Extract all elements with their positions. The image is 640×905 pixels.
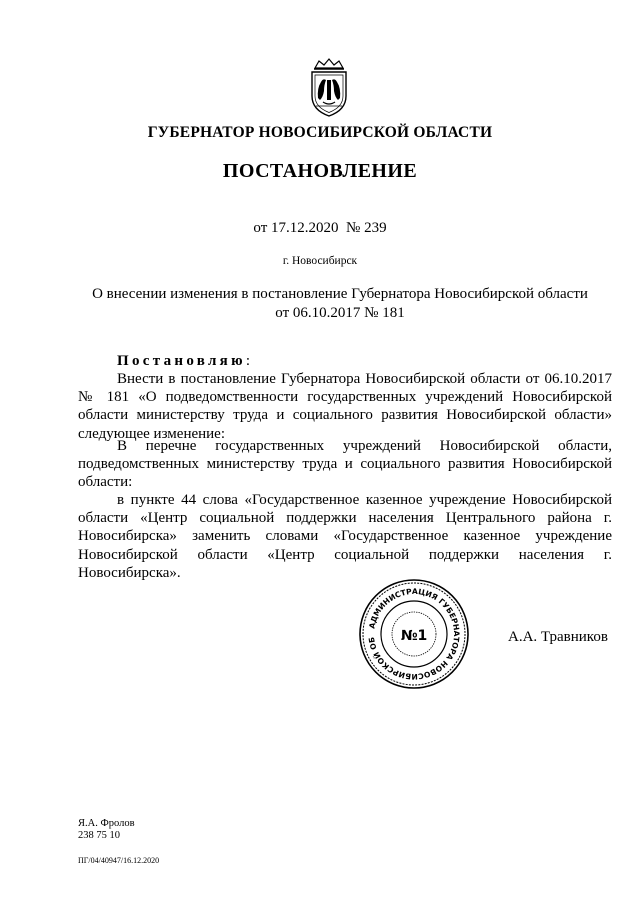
body-paragraph-2-text: В перечне государственных учреждений Новосибирской области, подведомственных министерству труда и социального развития Новосибирской области:	[78, 438, 612, 491]
official-seal-stamp	[358, 578, 470, 690]
subject-line-2: от 06.10.2017 № 181	[275, 305, 405, 321]
registration-code: ПГ/04/40947/16.12.2020	[78, 856, 160, 865]
official-seal	[358, 578, 470, 690]
document-date-number: от 17.12.2020 № 239	[253, 220, 387, 236]
body-paragraph-1-text: Внести в постановление Губернатора Новосибирской области от 06.10.2017 № 181 «О подведомственности государственных учреждений Новосибирской области министерству труда и социального развития Новосибирской области» следующее изменение:	[78, 371, 612, 442]
resolve-heading-colon: :	[245, 353, 251, 369]
resolve-heading: Постановляю	[117, 353, 246, 369]
document-subject	[60, 285, 620, 323]
resolve-heading-line	[78, 352, 612, 370]
seal-number: №1	[400, 628, 428, 644]
subject-line-1: О внесении изменения в постановление Губернатора Новосибирской области	[92, 286, 588, 302]
executor-phone: 238 75 10	[78, 830, 120, 841]
body-paragraph-2	[78, 437, 612, 492]
executor-name: Я.А. Фролов	[78, 818, 135, 829]
issue-city: г. Новосибирск	[282, 255, 358, 267]
novosibirsk-coat-of-arms-icon	[306, 58, 352, 118]
coat-of-arms-emblem	[306, 58, 352, 118]
body-paragraph-1	[78, 370, 612, 443]
issuing-authority: ГУБЕРНАТОР НОВОСИБИРСКОЙ ОБЛАСТИ	[147, 124, 493, 141]
body-paragraph-3-text: в пункте 44 слова «Государственное казенное учреждение Новосибирской области «Центр социальной поддержки населения Центрального района г. Новосибирска» заменить словами «Государственное казенное учреждение Новосибирской области «Центр социальной поддержки населения г. Новосибирска».	[78, 492, 612, 581]
body-paragraph-3	[78, 491, 612, 582]
document-type-title: ПОСТАНОВЛЕНИЕ	[222, 160, 418, 182]
signer-name: А.А. Травников	[508, 629, 608, 645]
seal-ring-text: АДМИНИСТРАЦИЯ ГУБЕРНАТОРА НОВОСИБИРСКОЙ ОБ	[367, 586, 462, 682]
